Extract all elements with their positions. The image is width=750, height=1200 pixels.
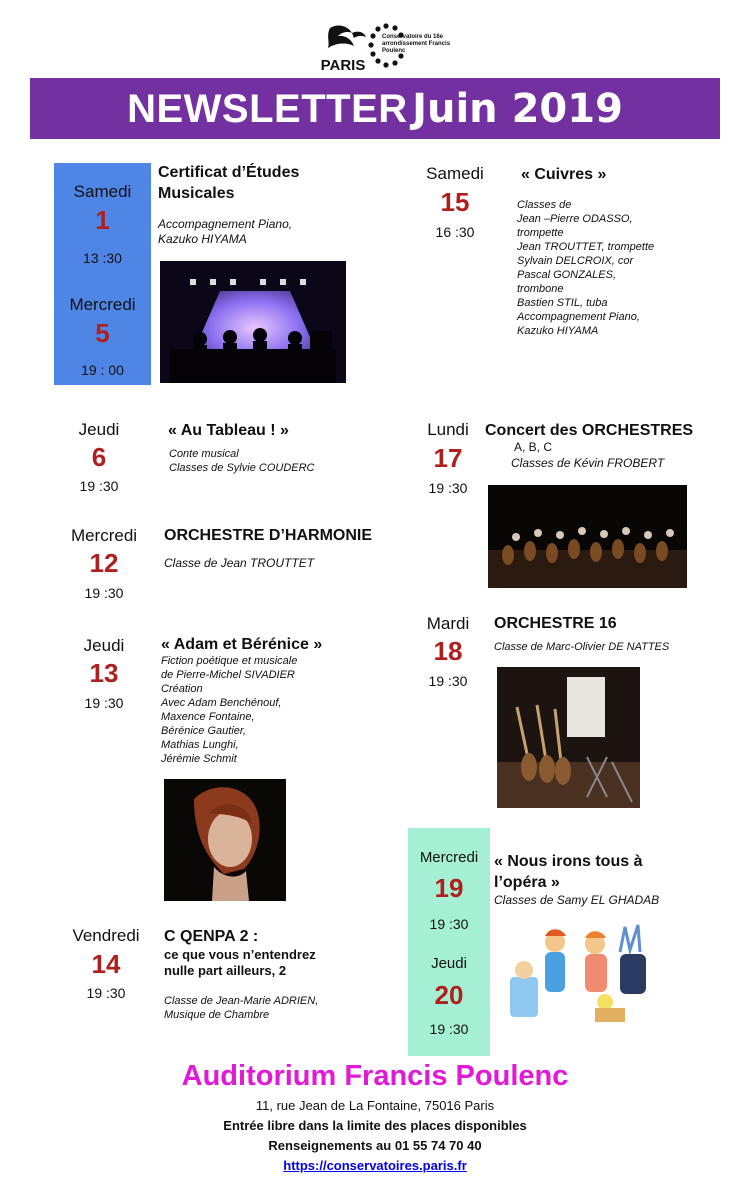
- event-description-line: Classe de Jean-Marie ADRIEN,: [164, 995, 319, 1007]
- event-time: 19 :30: [84, 585, 124, 601]
- event-date-number: 19: [434, 873, 464, 903]
- event-date-number: 14: [91, 949, 121, 979]
- event-description-line: Sylvain DELCROIX, cor: [517, 255, 634, 267]
- event-title-line: C QENPA 2 :: [164, 928, 259, 945]
- event-date-number: 15: [440, 187, 470, 217]
- event-description-line: Classes de: [517, 199, 572, 211]
- event-date-number: 13: [89, 658, 119, 688]
- event-title: [158, 162, 358, 204]
- event-description-line: Pascal GONZALES,: [517, 269, 617, 281]
- entry-info: Entrée libre dans la limite des places disponibles: [223, 1118, 527, 1133]
- paris-logo-icon: [318, 24, 368, 54]
- portrait-photo: [164, 779, 286, 901]
- event-description-line: Musique de Chambre: [164, 1009, 270, 1021]
- event-day-label: Jeudi: [83, 636, 125, 655]
- event-description: Classes de Samy EL GHADAB: [494, 893, 660, 907]
- event-date-number: 6: [91, 442, 107, 472]
- event-description-line: Kazuko HIYAMA: [158, 232, 247, 246]
- newsletter-label: NEWSLETTER: [127, 87, 408, 131]
- event-date-number: 17: [433, 443, 463, 473]
- event-time: 16 :30: [435, 224, 475, 240]
- event-day-label: Jeudi: [431, 955, 467, 972]
- newsletter-banner: [30, 78, 720, 139]
- event-description-line: Kazuko HIYAMA: [517, 325, 599, 337]
- event-description-line: de Pierre-Michel SIVADIER: [161, 669, 295, 681]
- event-description-line: Avec Adam Benchénouf,: [161, 697, 282, 709]
- event-day-label: Jeudi: [78, 420, 120, 439]
- event-time: 19 : 00: [81, 362, 124, 378]
- event-title: « Cuivres »: [521, 166, 607, 183]
- event-date-number: 12: [89, 548, 119, 578]
- event-day-label: Mercredi: [419, 849, 479, 866]
- event-title: ORCHESTRE 16: [494, 615, 617, 632]
- event-title: « Au Tableau ! »: [168, 422, 289, 439]
- event-description-line: Accompagnement Piano,: [517, 311, 640, 323]
- event-description-line: Jérémie Schmit: [161, 753, 237, 765]
- conservatoire-logo-text: Conservatoire du 16e arrondissement Francis Poulenc: [382, 34, 451, 54]
- event-description-line: Accompagnement Piano,: [158, 217, 293, 231]
- month-label: Juin 2019: [412, 86, 623, 132]
- website-link[interactable]: https://conservatoires.paris.fr: [283, 1158, 467, 1173]
- event-date-number: 5: [95, 318, 110, 348]
- event-title-line: ce que vous n’entendrez: [164, 947, 316, 962]
- event-description-line: Création: [161, 683, 203, 695]
- event-description-line: Mathias Lunghi,: [161, 739, 239, 751]
- event-title-line: Musicales: [158, 185, 235, 202]
- orchestra-rehearsal-photo: [497, 667, 640, 808]
- concert-stage-photo: [160, 261, 346, 383]
- event-title-line: l’opéra »: [494, 874, 560, 891]
- event-title: [494, 851, 714, 893]
- event-description: Classe de Jean TROUTTET: [164, 556, 315, 570]
- event-title: [164, 926, 404, 979]
- event-description-line: Fiction poétique et musicale: [161, 655, 298, 667]
- paris-logo: [318, 24, 368, 74]
- event-day-label: Samedi: [426, 164, 484, 183]
- conservatoire-logo: [368, 22, 458, 70]
- event-title-line: Certificat d’Études: [158, 164, 300, 181]
- event-description: Classes de Kévin FROBERT: [511, 456, 665, 470]
- event-title-line: « Nous irons tous à: [494, 853, 643, 870]
- event-title: Concert des ORCHESTRES: [485, 422, 694, 439]
- event-description: [158, 217, 358, 247]
- event-date-number: 20: [434, 980, 464, 1010]
- event-description: [164, 994, 374, 1022]
- event-description-line: Jean TROUTTET, trompette: [517, 241, 655, 253]
- event-date-number: 18: [433, 636, 463, 666]
- event-day-label: Mercredi: [69, 295, 136, 314]
- event-time: 19 :30: [84, 695, 124, 711]
- event-title: ORCHESTRE D’HARMONIE: [164, 527, 373, 544]
- event-description-line: Bérénice Gautier,: [161, 725, 246, 737]
- event-time: 19 :30: [86, 985, 126, 1001]
- event-description-line: trombone: [517, 283, 564, 295]
- event-day-label: Mardi: [426, 614, 470, 633]
- venue-address: 11, rue Jean de La Fontaine, 75016 Paris: [255, 1098, 495, 1113]
- event-time: 19 :30: [79, 478, 119, 494]
- event-description: [161, 654, 381, 766]
- opera-illustration: [500, 922, 670, 1028]
- event-description-line: Bastien STIL, tuba: [517, 297, 608, 309]
- event-time: 19 :30: [428, 673, 468, 689]
- paris-logo-label: PARIS: [320, 57, 366, 74]
- event-day-label: Vendredi: [72, 926, 140, 945]
- phone-info: Renseignements au 01 55 74 70 40: [268, 1138, 482, 1153]
- event-description: [169, 447, 389, 475]
- event-title-line: nulle part ailleurs, 2: [164, 963, 287, 978]
- event-description-line: Jean –Pierre ODASSO,: [517, 213, 633, 225]
- event-time: 19 :30: [428, 480, 468, 496]
- event-description-line: Maxence Fontaine,: [161, 711, 255, 723]
- event-title: « Adam et Bérénice »: [161, 636, 323, 653]
- event-subtitle: A, B, C: [514, 440, 553, 454]
- event-time: 13 :30: [83, 250, 122, 266]
- event-description: [517, 198, 697, 338]
- event-description-line: Conte musical: [169, 448, 239, 460]
- event-time: 19 :30: [429, 916, 469, 932]
- event-day-label: Lundi: [427, 420, 469, 439]
- event-time: 19 :30: [429, 1021, 469, 1037]
- event-description-line: trompette: [517, 227, 564, 239]
- event-date-number: 1: [95, 205, 110, 235]
- event-description: Classe de Marc-Olivier DE NATTES: [494, 641, 670, 653]
- event-day-label: Mercredi: [70, 526, 138, 545]
- orchestra-photo: [488, 485, 687, 588]
- event-description-line: Classes de Sylvie COUDERC: [169, 462, 315, 474]
- event-day-label: Samedi: [73, 182, 132, 201]
- venue-title: Auditorium Francis Poulenc: [181, 1060, 569, 1092]
